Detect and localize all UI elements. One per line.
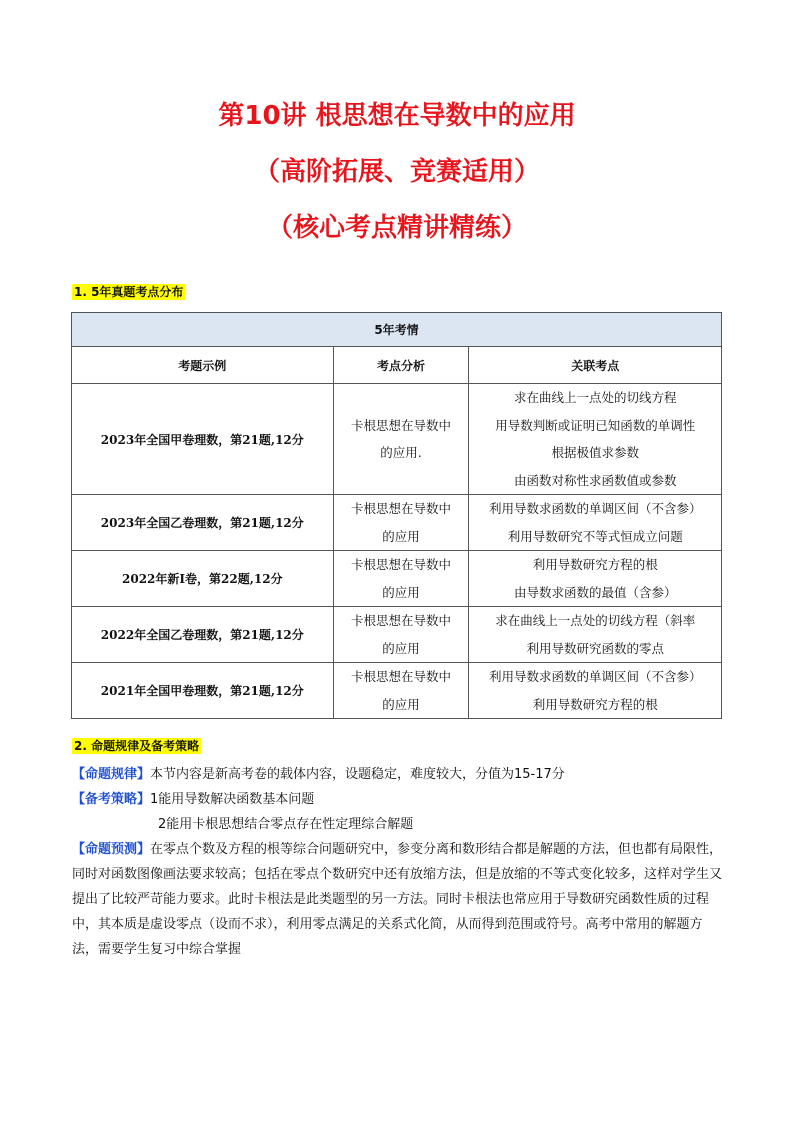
table-row bbox=[72, 551, 722, 607]
page-subtitle-2: （核心考点精讲精练） bbox=[266, 213, 527, 243]
section-heading-1: 1. 5年真题考点分布 bbox=[74, 285, 184, 299]
cell-example: 2021年全国甲卷理数，第21题,12分 bbox=[72, 663, 334, 719]
cell-related: 利用导数求函数的单调区间（不含参） 利用导数研究方程的根 bbox=[469, 663, 722, 719]
col-header-related: 关联考点 bbox=[469, 347, 722, 384]
cell-analysis: 卡根思想在导数中 的应用 bbox=[333, 663, 469, 719]
rule-paragraph bbox=[72, 762, 728, 787]
rule-text: 本节内容是新高考卷的载体内容，设题稳定，难度较大，分值为15-17分 bbox=[150, 767, 565, 782]
strategy-tag: 【备考策略】 bbox=[72, 792, 151, 807]
table-row bbox=[72, 607, 722, 663]
page-subtitle: （高阶拓展、竞赛适用） bbox=[253, 157, 540, 187]
cell-related: 求在曲线上一点处的切线方程（斜率 利用导数研究函数的零点 bbox=[469, 607, 722, 663]
table-row bbox=[72, 495, 722, 551]
cell-analysis: 卡根思想在导数中 的应用 bbox=[333, 495, 469, 551]
cell-analysis: 卡根思想在导数中 的应用 bbox=[333, 551, 469, 607]
predict-text: 在零点个数及方程的根等综合问题研究中，参变分离和数形结合都是解题的方法，但也都有局限性，同时对函数图像画法要求较高；包括在零点个数研究中还有放缩方法，但是放缩的不等式变化较多，这样对学生又提出了比较严苛能力要求。此时卡根法是此类题型的另一方法。同时卡根法也常应用于导数研究函数性质的过程中，其本质是虚设零点（设而不求），利用零点满足的关系式化简，从而得到范围或符号。高考中常用的解题方法，需要学生复习中综合掌握 bbox=[72, 842, 723, 957]
predict-paragraph bbox=[72, 837, 728, 962]
cell-analysis: 卡根思想在导数中 的应用. bbox=[333, 384, 469, 495]
cell-example: 2023年全国甲卷理数，第21题,12分 bbox=[72, 384, 334, 495]
col-header-analysis: 考点分析 bbox=[333, 347, 469, 384]
strategy-paragraph bbox=[72, 787, 728, 812]
col-header-example: 考题示例 bbox=[72, 347, 334, 384]
cell-example: 2022年新I卷，第22题,12分 bbox=[72, 551, 334, 607]
table-caption: 5年考情 bbox=[72, 313, 722, 347]
cell-related: 利用导数求函数的单调区间（不含参） 利用导数研究不等式恒成立问题 bbox=[469, 495, 722, 551]
predict-tag: 【命题预测】 bbox=[72, 842, 151, 857]
strategy-item-1: 1能用导数解决函数基本问题 bbox=[150, 792, 315, 807]
exam-table bbox=[71, 312, 722, 719]
cell-example: 2023年全国乙卷理数，第21题,12分 bbox=[72, 495, 334, 551]
strategy-block bbox=[72, 762, 728, 962]
rule-tag: 【命题规律】 bbox=[72, 767, 151, 782]
table-row bbox=[72, 384, 722, 495]
cell-related: 利用导数研究方程的根 由导数求函数的最值（含参） bbox=[469, 551, 722, 607]
cell-related: 求在曲线上一点处的切线方程 用导数判断或证明已知函数的单调性 根据极值求参数 由函数对称性求函数值或参数 bbox=[469, 384, 722, 495]
strategy-item-2: 2能用卡根思想结合零点存在性定理综合解题 bbox=[158, 817, 414, 832]
page-title: 第10讲 根思想在导数中的应用 bbox=[218, 101, 576, 131]
table-row bbox=[72, 663, 722, 719]
cell-example: 2022年全国乙卷理数，第21题,12分 bbox=[72, 607, 334, 663]
title-block bbox=[0, 92, 794, 260]
section-heading-2: 2. 命题规律及备考策略 bbox=[74, 739, 200, 753]
cell-analysis: 卡根思想在导数中 的应用 bbox=[333, 607, 469, 663]
